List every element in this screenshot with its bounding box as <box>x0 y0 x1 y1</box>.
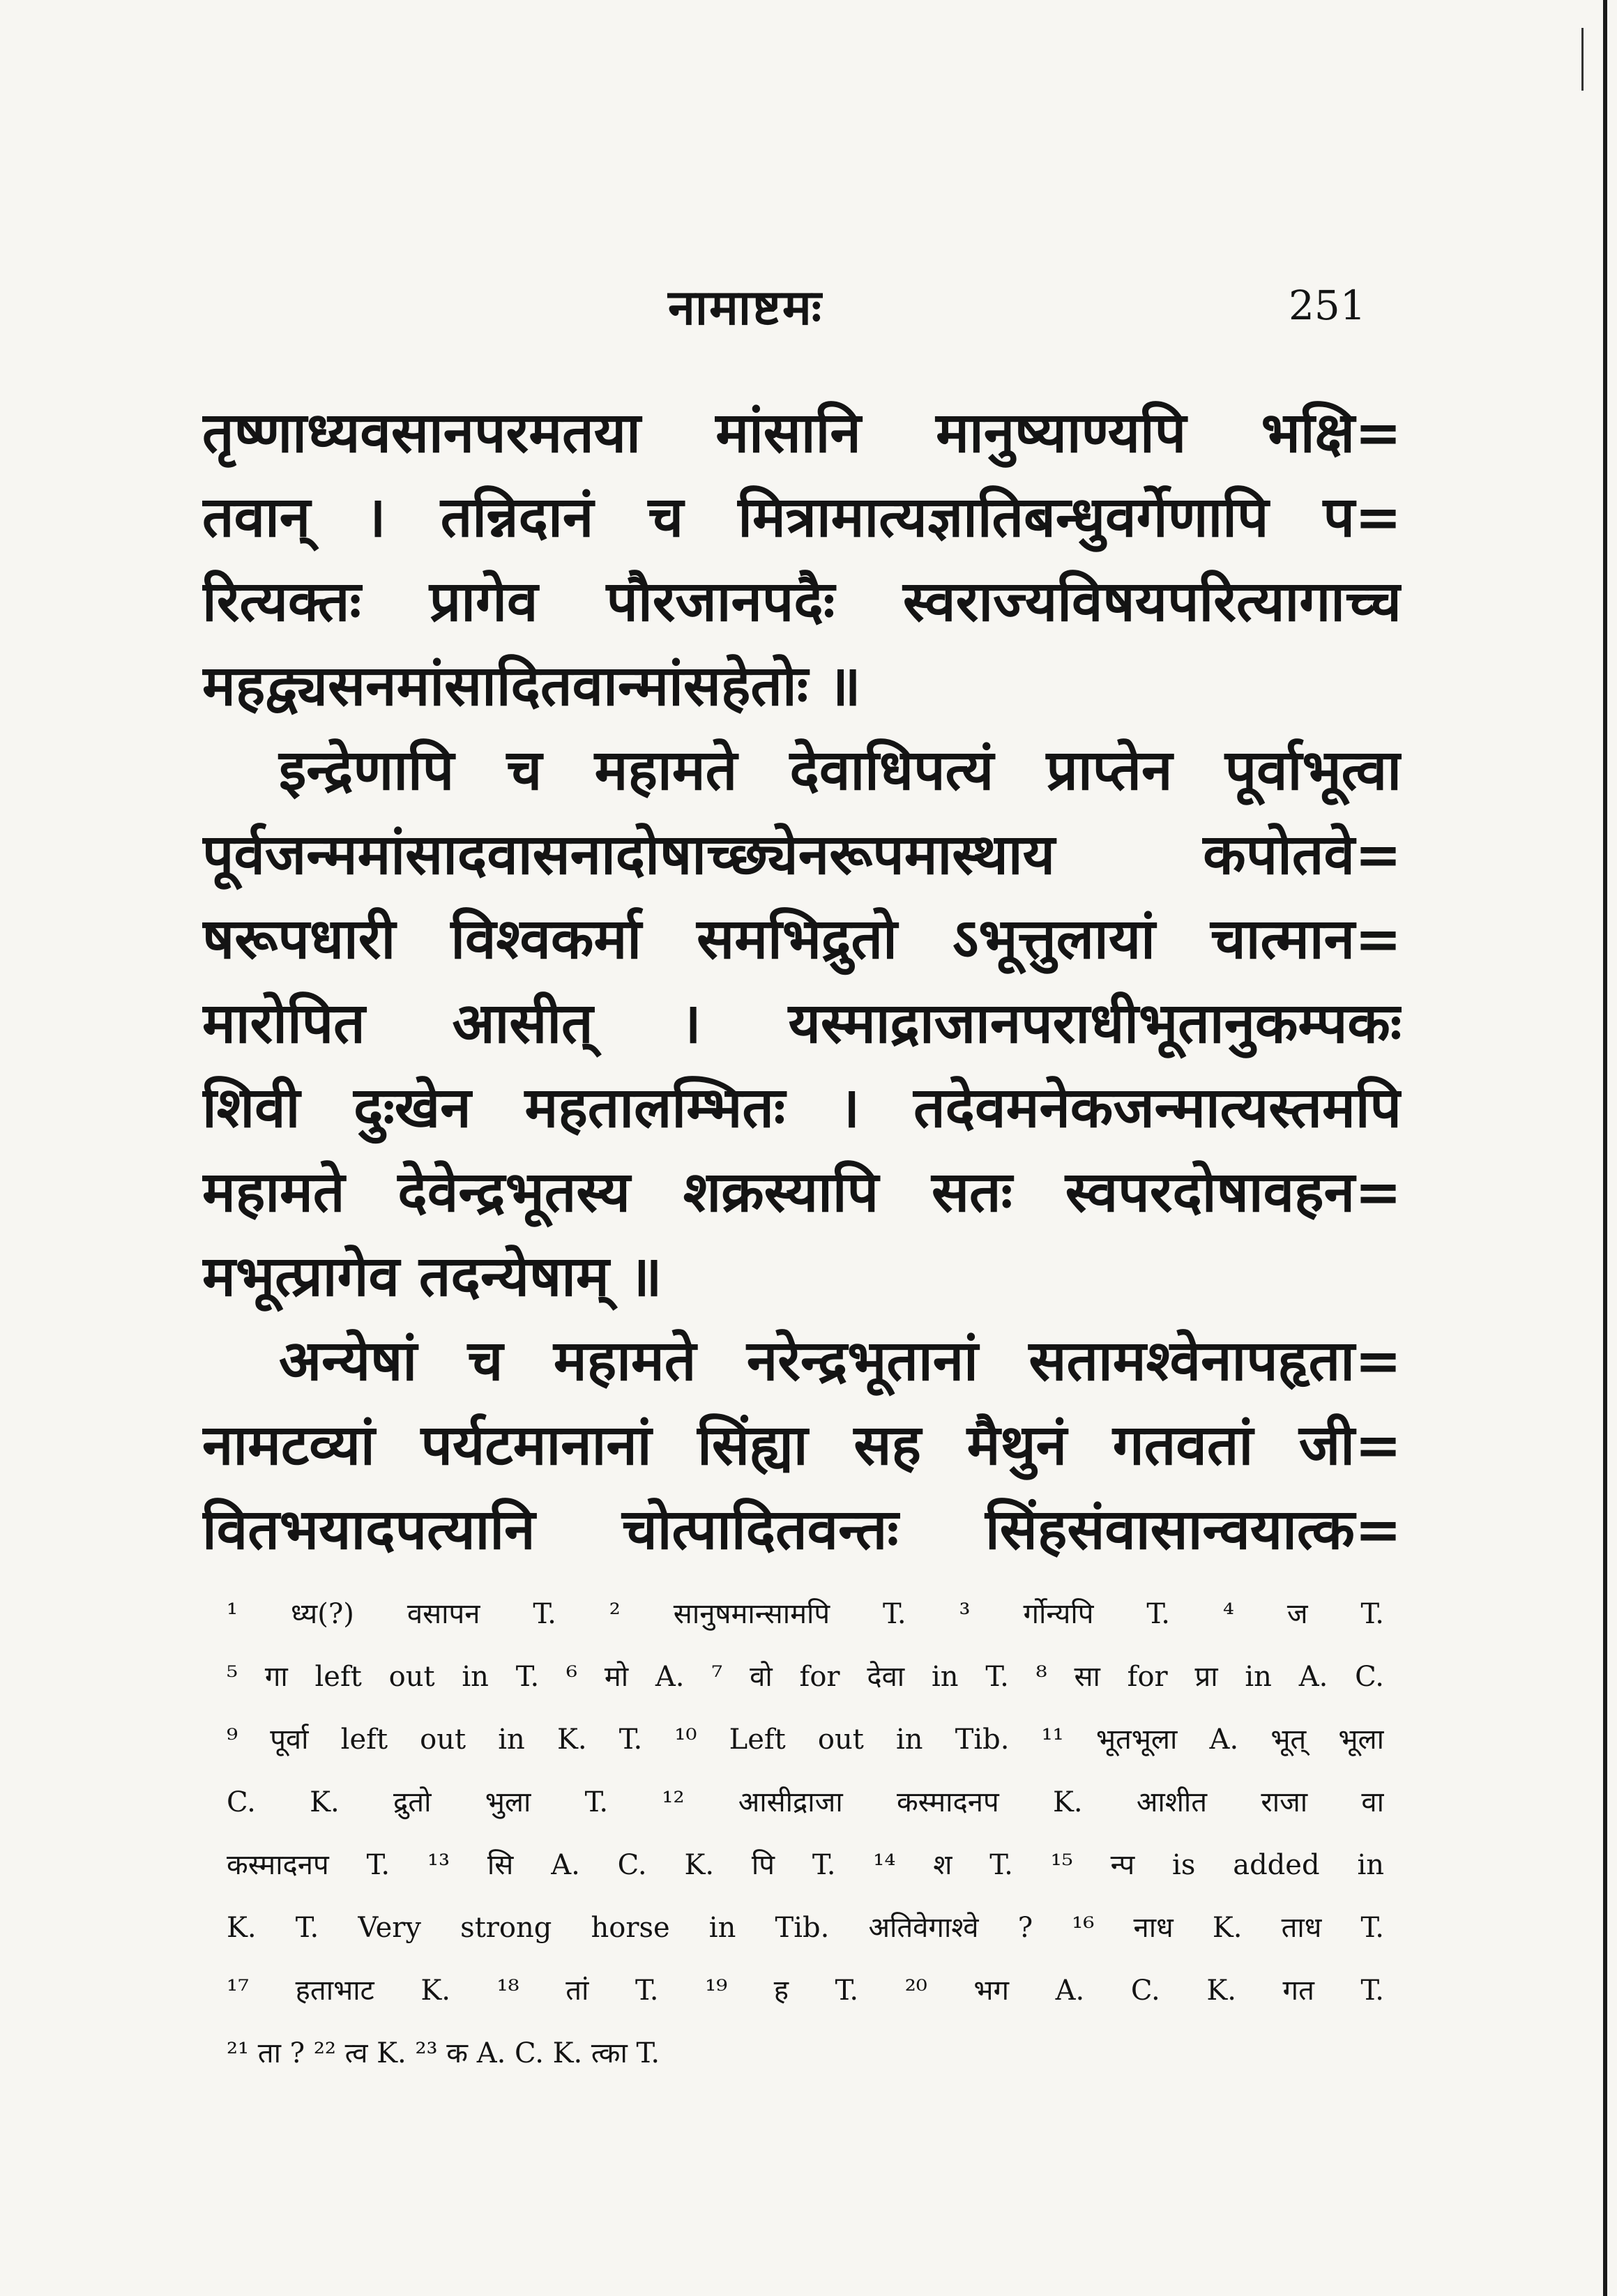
running-title: नामाष्टमः <box>668 278 823 336</box>
page-number: 251 <box>1289 282 1366 329</box>
page-edge-mark <box>1581 28 1584 91</box>
text-line: मारोपित आसीत् । यस्माद्राजानपराधीभूतानुकम्पकः <box>202 990 1402 1056</box>
text-line: तवान् । तन्निदानं च मित्रामात्यज्ञातिबन्धुवर्गेणापि प= <box>202 484 1402 549</box>
page-header <box>0 272 1617 349</box>
footnote-line: ²¹ ता ? ²² त्व K. ²³ क A. C. K. त्का T. <box>227 2037 660 2069</box>
footnote-line: ¹ ध्य(?) वसापन T. ² सानुषमान्सामपि T. ³ र्गोन्यपि T. ⁴ ज T. <box>227 1598 1384 1630</box>
text-line: महामते देवेन्द्रभूतस्य शक्रस्यापि सतः स्वपरदोषावहन= <box>202 1159 1402 1224</box>
text-line: इन्द्रेणापि च महामते देवाधिपत्यं प्राप्तेन पूर्वाभूत्वा <box>279 737 1402 803</box>
footnote-line: K. T. Very strong horse in Tib. अतिवेगाश्वे ? ¹⁶ नाध K. ताध T. <box>227 1912 1384 1944</box>
text-line: नामटव्यां पर्यटमानानां सिंह्या सह मैथुनं गतवतां जी= <box>202 1412 1402 1477</box>
footnote-line: C. K. द्रुतो भुला T. ¹² आसीद्राजा कस्मादनप K. आशीत राजा वा <box>227 1786 1384 1818</box>
text-line: अन्येषां च महामते नरेन्द्रभूतानां सतामश्वेनापहृता= <box>279 1328 1402 1393</box>
text-line: पूर्वजन्ममांसादवासनादोषाच्छ्येनरूपमास्थाय कपोतवे= <box>202 821 1402 887</box>
text-line: षरूपधारी विश्वकर्मा समभिद्रुतो ऽभूत्तुलायां चात्मान= <box>202 906 1402 971</box>
text-line: मभूत्प्रागेव तदन्येषाम् ॥ <box>202 1243 662 1309</box>
text-line: तृष्णाध्यवसानपरमतया मांसानि मानुष्याण्यपि भक्षि= <box>202 400 1402 465</box>
main-text <box>202 390 1402 1572</box>
footnote-line: कस्मादनप T. ¹³ सि A. C. K. पि T. ¹⁴ श T. ¹⁵ न्प is added in <box>227 1849 1384 1881</box>
footnote-line: ¹⁷ हताभाट K. ¹⁸ तां T. ¹⁹ ह T. ²⁰ भग A. C. K. गत T. <box>227 1975 1384 2007</box>
footnote-line: ⁹ पूर्वा left out in K. T. ¹⁰ Left out in Tib. ¹¹ भूतभूला A. भूत् भूला <box>227 1724 1384 1756</box>
text-line: महद्व्यसनमांसादितवान्मांसहेतोः ॥ <box>202 653 861 718</box>
text-line: रित्यक्तः प्रागेव पौरजानपदैः स्वराज्यविषयपरित्यागाच्च <box>202 568 1402 634</box>
footnote-line: ⁵ गा left out in T. ⁶ मो A. ⁷ वो for देवा in T. ⁸ सा for प्रा in A. C. <box>227 1661 1384 1693</box>
footnotes <box>227 1583 1384 2085</box>
text-line: वितभयादपत्यानि चोत्पादितवन्तः सिंहसंवासान्वयात्क= <box>202 1496 1402 1562</box>
text-line: शिवी दुःखेन महतालम्भितः । तदेवमनेकजन्मात्यस्तमपि <box>202 1074 1402 1140</box>
